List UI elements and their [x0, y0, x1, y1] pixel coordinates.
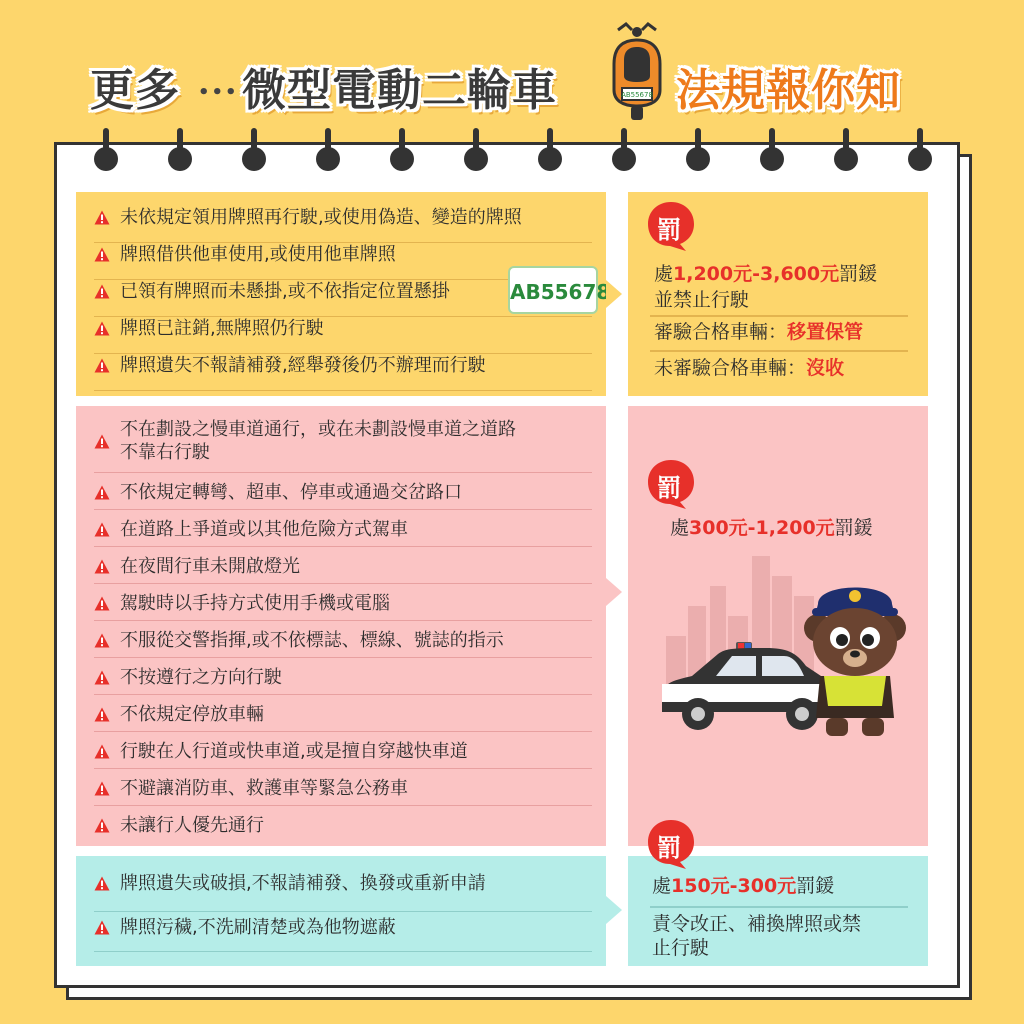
section3-violations: [76, 856, 606, 966]
title-banner: [0, 40, 1024, 120]
list-item: 不避讓消防車、救護車等緊急公務車: [94, 769, 592, 806]
police-bear-illustration: [796, 576, 914, 740]
title-part3: 法規報你知: [676, 65, 901, 116]
binder-ring: [240, 128, 268, 174]
list-item: 在道路上爭道或以其他危險方式駕車: [94, 510, 592, 547]
binder-ring: [536, 128, 564, 174]
section2-penalty: 罰 處300元-1,200元罰鍰: [628, 406, 928, 846]
list-item: 未依規定領用牌照再行駛,或使用偽造、變造的牌照: [94, 206, 592, 243]
binder-ring: [462, 128, 490, 174]
binder-ring: [832, 128, 860, 174]
warning-icon: [94, 744, 110, 759]
binder-ring: [758, 128, 786, 174]
warning-icon: [94, 485, 110, 500]
binder-ring: [906, 128, 934, 174]
warning-icon: [94, 707, 110, 722]
binder-ring: [92, 128, 120, 174]
pointer-arrow: [606, 896, 622, 924]
svg-text:AB55678: AB55678: [621, 91, 653, 99]
warning-icon: [94, 434, 110, 449]
warning-icon: [94, 284, 110, 299]
list-item: 不服從交警指揮,或不依標誌、標線、號誌的指示: [94, 621, 592, 658]
warning-icon: [94, 920, 110, 935]
list-item: 牌照遺失或破損,不報請補發、換發或重新申請: [94, 872, 592, 912]
pointer-arrow: [606, 280, 622, 308]
binder-ring: [388, 128, 416, 174]
list-item: 牌照污穢,不洗刷清楚或為他物遮蔽: [94, 912, 592, 952]
list-item: 牌照遺失不報請補發,經舉發後仍不辦理而行駛: [94, 354, 592, 391]
list-item: 牌照借供他車使用,或使用他車牌照: [94, 243, 592, 280]
license-plate: AB55678: [508, 266, 598, 314]
fine-amount-text: 處150元-300元罰鍰: [652, 875, 835, 897]
list-item: 不依規定轉彎、超車、停車或通過交岔路口: [94, 473, 592, 510]
warning-icon: [94, 596, 110, 611]
list-item: 在夜間行車未開啟燈光: [94, 547, 592, 584]
list-item: 已領有牌照而未懸掛,或不依指定位置懸掛: [94, 280, 592, 317]
warning-icon: [94, 559, 110, 574]
list-item: 牌照已註銷,無牌照仍行駛: [94, 317, 592, 354]
binder-ring: [166, 128, 194, 174]
binder-ring: [610, 128, 638, 174]
title-dots: •••: [198, 82, 239, 103]
title-part1: 更多: [90, 65, 180, 116]
warning-icon: [94, 522, 110, 537]
list-item: 未讓行人優先通行: [94, 806, 592, 840]
warning-icon: [94, 358, 110, 373]
warning-icon: [94, 633, 110, 648]
section3-penalty: 處150元-300元罰鍰 責令改正、補換牌照或禁 止行駛: [628, 856, 928, 966]
warning-icon: [94, 670, 110, 685]
warning-icon: [94, 781, 110, 796]
warning-icon: [94, 818, 110, 833]
title-part2: 微型電動二輪車: [242, 65, 557, 116]
list-item: 不依規定停放車輛: [94, 695, 592, 732]
warning-icon: [94, 210, 110, 225]
section2-violations: [76, 406, 606, 846]
scooter-icon: [604, 20, 670, 122]
pointer-arrow: [606, 578, 622, 606]
binder-ring: [314, 128, 342, 174]
list-item: 不在劃設之慢車道通行，或在未劃設慢車道之道路 不靠右行駛: [94, 418, 592, 473]
uninspected-rule: 未審驗合格車輛：沒收: [654, 357, 845, 379]
inspected-rule: 審驗合格車輛：移置保管: [654, 321, 864, 343]
fine-amount-text: 處1,200元-3,600元罰鍰: [654, 263, 878, 285]
binder-ring: [684, 128, 712, 174]
fine-amount-text: 處300元-1,200元罰鍰: [670, 517, 873, 539]
section1-penalty: 罰 處1,200元-3,600元罰鍰 並禁止行駛 審驗合格車輛：移置保管 未審驗合格車輛：沒收: [628, 192, 928, 396]
list-item: 行駛在人行道或快車道,或是擅自穿越快車道: [94, 732, 592, 769]
warning-icon: [94, 247, 110, 262]
penalty-badge-label: 罰: [657, 834, 681, 862]
list-item: 不按遵行之方向行駛: [94, 658, 592, 695]
warning-icon: [94, 876, 110, 891]
warning-icon: [94, 321, 110, 336]
list-item: 駕駛時以手持方式使用手機或電腦: [94, 584, 592, 621]
